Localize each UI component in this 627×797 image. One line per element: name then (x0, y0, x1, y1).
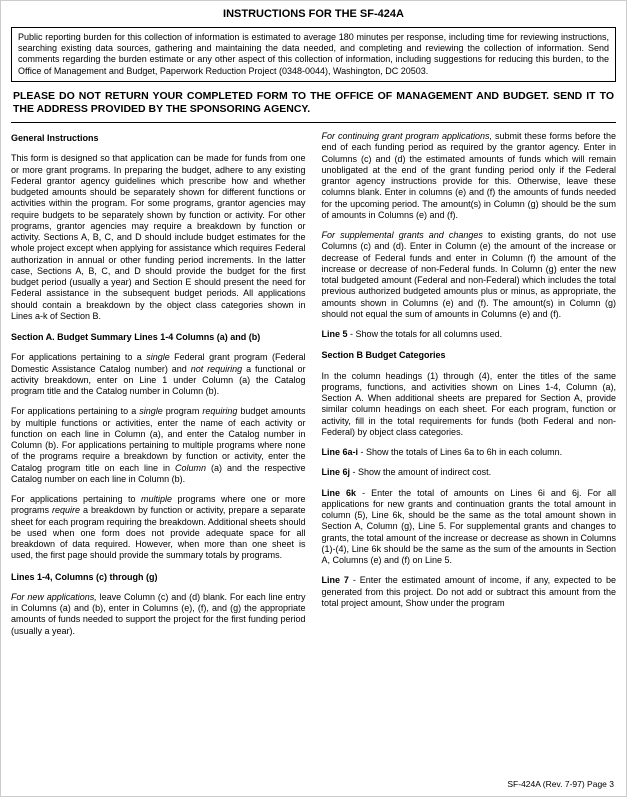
paragraph-line-5: Line 5 - Show the totals for all columns used. (321, 329, 503, 339)
paragraph-line-6j: Line 6j - Show the amount of indirect cost. (321, 467, 492, 478)
heading-lines-1-4: Lines 1-4, Columns (c) through (g) (11, 571, 158, 582)
burden-notice-text: Public reporting burden for this collection of information is estimated to average 180 minutes per response, including time for reviewing instructions, searching existing data sources, gathering and maintaining the data needed, and completing and reviewing the collection of information. Send comments regarding the burden estimate or any other aspect of this collection of information, including suggestions for reducing this burden, to the Office of Management and Budget, Paperwork Reduction Project (0348-0044), Washington, DC 20503. (18, 31, 609, 76)
two-column-body (11, 131, 616, 646)
right-column (322, 131, 617, 646)
paragraph-section-b-1: In the column headings (1) through (4), enter the titles of the same programs, functions, and activities shown on Lines 1-4, Column (a), Section A. When additional sheets are prepared for Section A, provide similar column headings on each sheet. For each program, function or activity, fill in the total requirements for funds (both Federal and non-Federal) by object class categories. (321, 370, 616, 437)
paragraph-supplemental-grants: For supplemental grants and changes to existing grants, do not use Columns (c) and (d). Enter in Column (e) the amount of the increase or decrease of Federal funds and enter in Column (f) the amount of the increase or decrease of non-Federal funds. In Column (g) enter the new total budgeted amount (Federal and non-Federal) which includes the total previous authorized budgeted amounts plus or minus, as appropriate, the amounts shown in Columns (e) and (f). The amount(s) in Column (g) should not equal the sum of amounts in Columns (e) and (f). (321, 230, 617, 319)
paragraph-continuing-grants: For continuing grant program applications, submit these forms before the end of each funding period as required by the grantor agency. Enter in Columns (c) and (d) the estimated amounts of funds which will remain unobligated at the end of the grant funding period only if the Federal grantor agency instructions provide for this. Otherwise, leave these columns blank. Enter in columns (e) and (f) the amounts of funds needed for the upcoming period. The amount(s) in Column (g) should be the sum of amounts in Columns (e) and (f). (321, 131, 617, 220)
paragraph-line-6k: Line 6k - Enter the total of amounts on Lines 6i and 6j. For all applications for new grants and continuation grants the total amount in column (5), Line 6k, should be the same as the total amount shown in Section A, Column (g), Line 5. For supplemental grants and changes to grants, the total amount of the increase or decrease as shown in Columns (1)-(4), Line 6k should be the same as the sum of the amounts in Section A, Columns (e) and (f) on Line 5. (321, 487, 616, 565)
paragraph-lines-1-4: For new applications, leave Column (c) and (d) blank. For each line entry in Columns (a) and (b), enter in Columns (e), (f), and (g) the appropriate amounts of funds needed to support the project for the first funding period (usually a year). (11, 591, 306, 636)
left-column (11, 131, 306, 646)
paragraph-section-a-2: For applications pertaining to a single program requiring budget amounts by multiple functions or activities, enter the name of each activity or function on each line in Column (a), and enter the Catalog number in Column (b). For applications pertaining to multiple programs where none of the programs require a breakdown by function or activity, enter the Catalog program title on each line in Column (a) and the respective Catalog number on each line in Column (b). (11, 406, 306, 484)
heading-section-a: Section A. Budget Summary Lines 1-4 Columns (a) and (b) (11, 332, 261, 342)
header-divider (11, 122, 616, 123)
page-footer: SF-424A (Rev. 7-97) Page 3 (507, 779, 614, 790)
heading-general-instructions: General Instructions (11, 133, 99, 143)
page-title: INSTRUCTIONS FOR THE SF-424A (223, 8, 404, 20)
heading-section-b: Section B Budget Categories (321, 350, 446, 361)
paragraph-section-a-3: For applications pertaining to multiple programs where one or more programs require a breakdown by function or activity, prepare a separate sheet for each program requiring the breakdown. Additional sheets should be used when one form does not provide adequate space for all breakdown of data required. However, when more than one sheet is used, the first page should provide the summary totals by programs. (11, 494, 306, 561)
paragraph-general-1: This form is designed so that application can be made for funds from one or more grant programs. In preparing the budget, adhere to any existing Federal grantor agency guidelines which prescribe how and whether budgeted amounts should be separately shown for different functions or activities within the program. For some programs, grantor agencies may require budgets to be separately shown by function or activity. For other programs, grantor agencies may require a breakdown by function or activity. Sections A, B, C, and D should include budget estimates for the whole project except when applying for assistance which requires Federal authorization in annual or other funding period increments. In the latter case, Sections A, B, C, and D should provide the budget for the first budget period (usually a year) and Section E should present the need for Federal assistance in the subsequent budget periods. All applications should contain a breakdown by the object class categories shown in Lines a-k of Section B. (11, 153, 306, 321)
burden-notice-box (11, 27, 616, 82)
paragraph-section-a-1: For applications pertaining to a single Federal grant program (Federal Domestic Assistance Catalog number) and not requiring a functional or activity breakdown, enter on Line 1 under Column (a) the Catalog program title and the Catalog number in Column (b). (11, 352, 306, 396)
paragraph-line-6a-i: Line 6a-i - Show the totals of Lines 6a to 6h in each column. (321, 447, 563, 457)
do-not-return-notice: PLEASE DO NOT RETURN YOUR COMPLETED FORM TO THE OFFICE OF MANAGEMENT AND BUDGET. SEND IT TO THE ADDRESS PROVIDED BY THE SPONSORING AGENCY. (13, 89, 614, 115)
paragraph-line-7: Line 7 - Enter the estimated amount of income, if any, expected to be generated from this project. Do not add or subtract this amount from the total project amount, Show under the program (321, 575, 616, 608)
